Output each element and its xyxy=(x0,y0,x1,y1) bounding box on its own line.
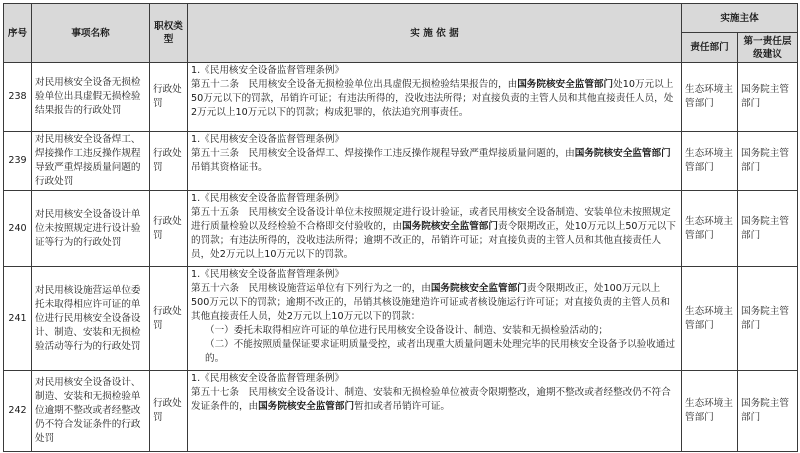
responsible-dept: 生态环境主管部门 xyxy=(682,267,738,371)
basis-dept: 国务院核安全监管部门 xyxy=(430,283,527,294)
row-number: 238 xyxy=(4,63,32,132)
responsible-dept: 生态环境主管部门 xyxy=(682,132,738,191)
basis-item-2: （二）不能按照质量保证要求证明质量受控，或者出现重大质量问题未处理完毕的民用核安全设备予以验收通过的。 xyxy=(205,339,676,364)
basis-text: 第五十六条 民用核设施营运单位有下列行为之一的，由国务院核安全监管部门责令限期改正，处100万元以上500万元以下的罚款；逾期不改正的，吊销其核设施建造许可证或者核设施运行许可证；对直接负责的主管人员和其他直接责任人员，处2万元以上10万元以下的罚款： xyxy=(191,283,670,322)
basis-text: 第五十五条 民用核安全设备设计单位未按照规定进行设计验证，或者民用核安全设备制造、安装单位未按照规定进行质量检验以及经检验不合格即交付验收的，由国务院核安全监管部门责令限期改正，处10万元以上50万元以下的罚款；有违法所得的，没收违法所得；逾期不改正的，吊销许可证；对直接负责的主管人员和其他直接责任人员，处2万元以上10万元以下的罚款。 xyxy=(191,207,676,260)
basis-title: 1.《民用核安全设备监督管理条例》 xyxy=(191,373,345,384)
power-type: 行政处罚 xyxy=(150,132,188,191)
basis-text: 第五十二条 民用核安全设备无损检验单位出具虚假无损检验结果报告的，由国务院核安全监管部门处10万元以上50万元以下的罚款，吊销许可证；有违法所得的，没收违法所得；对直接负责的主管人员和其他直接责任人员，处2万元以上10万元以下的罚款；构成犯罪的，依法追究刑事责任。 xyxy=(191,79,674,118)
basis-item-1: （一）委托未取得相应许可证的单位进行民用核安全设备设计、制造、安装和无损检验活动的； xyxy=(205,325,608,336)
basis-title: 1.《民用核安全设备监督管理条例》 xyxy=(191,193,345,204)
basis-title: 1.《民用核安全设备监督管理条例》 xyxy=(191,65,345,76)
first-level: 国务院主管部门 xyxy=(738,63,798,132)
basis-title: 1.《民用核安全设备监督管理条例》 xyxy=(191,134,345,145)
legal-basis xyxy=(188,191,682,267)
power-type: 行政处罚 xyxy=(150,371,188,452)
power-type: 行政处罚 xyxy=(150,191,188,267)
power-type: 行政处罚 xyxy=(150,267,188,371)
header-first-level: 第一责任层级建议 xyxy=(738,33,798,63)
item-name: 对民用核安全设备无损检验单位出具虚假无损检验结果报告的行政处罚 xyxy=(32,63,150,132)
legal-basis xyxy=(188,371,682,452)
penalty-table xyxy=(3,3,798,452)
legal-basis xyxy=(188,132,682,191)
header-no: 序号 xyxy=(4,4,32,63)
header-type: 职权类型 xyxy=(150,4,188,63)
item-name: 对民用核安全设备设计单位未按照规定进行设计验证等行为的行政处罚 xyxy=(32,191,150,267)
legal-basis xyxy=(188,267,682,371)
item-name: 对民用核安全设备设计、制造、安装和无损检验单位逾期不整改或者经整改仍不符合发证条件的行政处罚 xyxy=(32,371,150,452)
item-name: 对民用核安全设备焊工、焊接操作工违反操作规程导致严重焊接质量问题的行政处罚 xyxy=(32,132,150,191)
basis-dept: 国务院核安全监管部门 xyxy=(402,221,498,232)
header-basis: 实 施 依 据 xyxy=(188,4,682,63)
row-number: 241 xyxy=(4,267,32,371)
row-number: 242 xyxy=(4,371,32,452)
table-row xyxy=(4,63,798,132)
power-type: 行政处罚 xyxy=(150,63,188,132)
table-row xyxy=(4,267,798,371)
basis-title: 1.《民用核安全设备监督管理条例》 xyxy=(191,269,345,280)
row-number: 240 xyxy=(4,191,32,267)
header-subject: 实施主体 xyxy=(682,4,798,33)
responsible-dept: 生态环境主管部门 xyxy=(682,191,738,267)
responsible-dept: 生态环境主管部门 xyxy=(682,63,738,132)
first-level: 国务院主管部门 xyxy=(738,267,798,371)
header-dept: 责任部门 xyxy=(682,33,738,63)
row-number: 239 xyxy=(4,132,32,191)
penalty-table-container xyxy=(3,3,797,450)
table-row xyxy=(4,132,798,191)
responsible-dept: 生态环境主管部门 xyxy=(682,371,738,452)
basis-dept: 国务院核安全监管部门 xyxy=(517,79,614,90)
table-row xyxy=(4,371,798,452)
first-level: 国务院主管部门 xyxy=(738,371,798,452)
header-name: 事项名称 xyxy=(32,4,150,63)
table-row xyxy=(4,191,798,267)
item-name: 对民用核设施营运单位委托未取得相应许可证的单位进行民用核安全设备设计、制造、安装和无损检验活动等行为的行政处罚 xyxy=(32,267,150,371)
basis-text: 第五十七条 民用核安全设备设计、制造、安装和无损检验单位被责令限期整改，逾期不整改或者经整改仍不符合发证条件的，由国务院核安全监管部门暂扣或者吊销许可证。 xyxy=(191,387,671,412)
first-level: 国务院主管部门 xyxy=(738,191,798,267)
first-level: 国务院主管部门 xyxy=(738,132,798,191)
basis-text: 第五十三条 民用核安全设备焊工、焊接操作工违反操作规程导致严重焊接质量问题的，由国务院核安全监管部门吊销其资格证书。 xyxy=(191,148,671,173)
basis-dept: 国务院核安全监管部门 xyxy=(574,148,671,159)
basis-dept: 国务院核安全监管部门 xyxy=(258,401,355,412)
legal-basis xyxy=(188,63,682,132)
